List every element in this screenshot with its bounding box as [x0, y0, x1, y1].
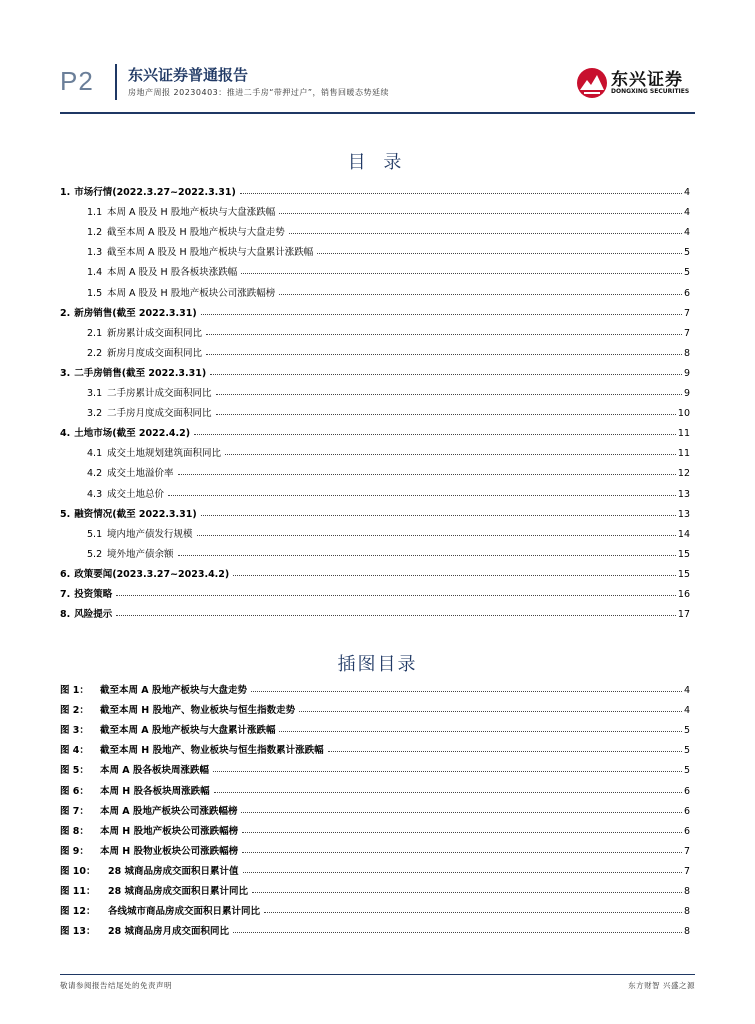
dot-leader	[289, 233, 682, 234]
dot-leader	[206, 354, 682, 355]
entry-text: 融资情况(截至 2022.3.31)	[74, 508, 197, 520]
figure-entry[interactable]	[60, 857, 690, 877]
entry-label	[60, 823, 240, 837]
entry-text: 本周 A 股及 H 股地产板块公司涨跌幅榜	[107, 287, 276, 299]
entry-page: 5	[683, 725, 690, 737]
dot-leader	[241, 812, 681, 813]
entry-label	[87, 244, 315, 258]
entry-number: 2.	[60, 307, 71, 319]
figure-entry[interactable]	[60, 776, 690, 796]
dot-leader	[328, 751, 682, 752]
dot-leader	[240, 193, 682, 194]
dot-leader	[178, 474, 676, 475]
toc-entry[interactable]	[60, 299, 690, 319]
entry-label	[60, 566, 231, 580]
entry-text: 成交土地溢价率	[107, 468, 174, 480]
entry-label	[87, 546, 176, 560]
entry-number: 图 3：	[60, 725, 89, 737]
dot-leader	[116, 595, 676, 596]
figure-entry[interactable]	[60, 736, 690, 756]
dot-leader	[317, 253, 682, 254]
entry-page: 8	[683, 906, 690, 918]
entry-page: 6	[683, 785, 690, 797]
entry-label	[87, 445, 223, 459]
entry-text: 政策要闻(2023.3.27~2023.4.2)	[74, 568, 230, 580]
entry-number: 图 6：	[60, 785, 89, 797]
logo-emblem-icon	[575, 66, 609, 100]
entry-page: 12	[677, 468, 690, 480]
dot-leader	[168, 495, 676, 496]
entry-text: 截至本周 A 股地产板块与大盘走势	[100, 685, 247, 697]
dot-leader	[116, 615, 676, 616]
dot-leader	[210, 374, 682, 375]
entry-label	[87, 325, 204, 339]
entry-number: 4.2	[87, 468, 103, 480]
toc-entry[interactable]	[60, 379, 690, 399]
entry-label	[60, 883, 250, 897]
entry-label	[60, 803, 239, 817]
entry-text: 截至本周 H 股地产、物业板块与恒生指数累计涨跌幅	[100, 745, 324, 757]
entry-page: 8	[683, 926, 690, 938]
figure-entry[interactable]	[60, 756, 690, 776]
entry-page: 14	[677, 528, 690, 540]
entry-text: 28 城商品房成交面积日累计同比	[108, 886, 249, 898]
company-logo	[575, 66, 695, 100]
entry-text: 二手房累计成交面积同比	[107, 388, 212, 400]
dot-leader	[242, 852, 682, 853]
footer-disclaimer: 敬请参阅报告结尾处的免责声明	[60, 981, 172, 990]
dot-leader	[201, 314, 682, 315]
entry-text: 截至本周 A 股及 H 股地产板块与大盘走势	[107, 227, 285, 239]
entry-number: 7.	[60, 588, 71, 600]
figure-entry[interactable]	[60, 837, 690, 857]
dot-leader	[279, 731, 681, 732]
toc-entry[interactable]	[60, 560, 690, 580]
entry-label	[60, 606, 114, 620]
entry-page: 4	[683, 685, 690, 697]
dot-leader	[206, 334, 682, 335]
dot-leader	[225, 454, 676, 455]
dot-leader	[252, 892, 682, 893]
entry-number: 图 12：	[60, 906, 96, 918]
entry-page: 8	[683, 347, 690, 359]
entry-page: 6	[683, 805, 690, 817]
dot-leader	[214, 792, 682, 793]
entry-label	[87, 526, 195, 540]
entry-text: 成交土地规划建筑面积同比	[107, 448, 222, 460]
entry-label	[60, 682, 249, 696]
entry-number: 图 13：	[60, 926, 96, 938]
entry-page: 17	[677, 609, 690, 621]
entry-page: 4	[683, 207, 690, 219]
toc-entry[interactable]	[60, 238, 690, 258]
toc-entry[interactable]	[60, 600, 690, 620]
entry-text: 土地市场(截至 2022.4.2)	[74, 428, 191, 440]
figure-entry[interactable]	[60, 897, 690, 917]
toc-entry[interactable]	[60, 520, 690, 540]
entry-text: 28 城商品房月成交面积同比	[108, 926, 230, 938]
entry-number: 8.	[60, 609, 71, 621]
dot-leader	[216, 414, 676, 415]
entry-number: 1.3	[87, 247, 103, 259]
entry-number: 2.2	[87, 347, 103, 359]
entry-page: 5	[683, 745, 690, 757]
entry-text: 各线城市商品房成交面积日累计同比	[108, 906, 261, 918]
entry-page: 16	[677, 588, 690, 600]
entry-label	[60, 365, 208, 379]
entry-text: 截至本周 A 股及 H 股地产板块与大盘累计涨跌幅	[107, 247, 314, 259]
toc-entry[interactable]	[60, 500, 690, 520]
entry-text: 新房销售(截至 2022.3.31)	[74, 307, 197, 319]
toc-title: 目 录	[347, 152, 408, 173]
entry-page: 7	[683, 327, 690, 339]
footer-slogan: 东方财智 兴盛之源	[628, 981, 695, 990]
entry-text: 本周 H 股物业板块公司涨跌幅榜	[100, 845, 239, 857]
figure-list-title: 插图目录	[337, 654, 418, 675]
entry-page: 5	[683, 765, 690, 777]
entry-page: 13	[677, 488, 690, 500]
dot-leader	[213, 771, 682, 772]
entry-number: 图 2：	[60, 705, 89, 717]
entry-label	[60, 843, 240, 857]
toc-entry[interactable]	[60, 218, 690, 238]
entry-text: 本周 A 股地产板块公司涨跌幅榜	[100, 805, 238, 817]
entry-text: 境外地产债余额	[107, 548, 174, 560]
entry-number: 图 11：	[60, 886, 96, 898]
toc-entry[interactable]	[60, 339, 690, 359]
page-header	[60, 60, 695, 110]
entry-label	[60, 742, 326, 756]
entry-page: 5	[683, 267, 690, 279]
entry-number: 图 10：	[60, 865, 96, 877]
entry-page: 11	[677, 428, 690, 440]
entry-label	[87, 224, 287, 238]
entry-number: 图 9：	[60, 845, 89, 857]
entry-label	[60, 506, 199, 520]
entry-page: 6	[683, 825, 690, 837]
toc-entry[interactable]	[60, 479, 690, 499]
entry-label	[60, 762, 211, 776]
entry-label	[87, 486, 166, 500]
entry-text: 成交土地总价	[107, 488, 165, 500]
entry-label	[87, 465, 176, 479]
entry-page: 15	[677, 568, 690, 580]
entry-label	[87, 345, 204, 359]
entry-page: 15	[677, 548, 690, 560]
entry-number: 5.1	[87, 528, 103, 540]
entry-label	[60, 305, 199, 319]
dot-leader	[299, 711, 682, 712]
entry-label	[60, 702, 297, 716]
entry-label	[87, 264, 239, 278]
footer-rule	[60, 974, 695, 975]
entry-number: 图 8：	[60, 825, 89, 837]
entry-page: 7	[683, 845, 690, 857]
entry-number: 4.1	[87, 448, 103, 460]
entry-number: 3.2	[87, 408, 103, 420]
entry-text: 新房累计成交面积同比	[107, 327, 203, 339]
toc-entry[interactable]	[60, 540, 690, 560]
entry-label	[87, 385, 214, 399]
entry-text: 本周 H 股地产板块公司涨跌幅榜	[100, 825, 239, 837]
toc-entry[interactable]	[60, 319, 690, 339]
dot-leader	[279, 294, 682, 295]
dot-leader	[264, 912, 682, 913]
toc-entry[interactable]	[60, 580, 690, 600]
dot-leader	[241, 273, 682, 274]
toc-entry[interactable]	[60, 359, 690, 379]
figure-entry[interactable]	[60, 676, 690, 696]
entry-number: 6.	[60, 568, 71, 580]
header-divider	[115, 64, 117, 100]
entry-page: 4	[683, 705, 690, 717]
entry-label	[60, 923, 231, 937]
dot-leader	[178, 555, 676, 556]
dot-leader	[279, 213, 682, 214]
entry-number: 1.4	[87, 267, 103, 279]
entry-page: 11	[677, 448, 690, 460]
figure-entry[interactable]	[60, 716, 690, 736]
entry-text: 风险提示	[74, 609, 113, 621]
figure-entry[interactable]	[60, 917, 690, 937]
entry-page: 7	[683, 307, 690, 319]
figure-entry[interactable]	[60, 696, 690, 716]
toc-entry[interactable]	[60, 278, 690, 298]
entry-text: 本周 A 股各板块周涨跌幅	[100, 765, 209, 777]
dot-leader	[233, 932, 682, 933]
entry-page: 9	[683, 388, 690, 400]
entry-number: 2.1	[87, 327, 103, 339]
entry-label	[87, 204, 277, 218]
header-rule	[60, 112, 695, 114]
toc-entry[interactable]	[60, 178, 690, 198]
toc-entry[interactable]	[60, 258, 690, 278]
dot-leader	[251, 691, 682, 692]
toc-entry[interactable]	[60, 439, 690, 459]
entry-number: 3.1	[87, 388, 103, 400]
entry-text: 28 城商品房成交面积日累计值	[108, 865, 239, 877]
entry-number: 1.1	[87, 207, 103, 219]
entry-number: 图 1：	[60, 685, 89, 697]
entry-text: 截至本周 A 股地产板块与大盘累计涨跌幅	[100, 725, 276, 737]
entry-page: 10	[677, 408, 690, 420]
entry-label	[60, 722, 277, 736]
entry-number: 5.	[60, 508, 71, 520]
entry-number: 图 7：	[60, 805, 89, 817]
entry-number: 图 5：	[60, 765, 89, 777]
entry-text: 新房月度成交面积同比	[107, 347, 203, 359]
dot-leader	[201, 515, 676, 516]
logo-text-en: DONGXING SECURITIES	[611, 88, 690, 95]
dot-leader	[243, 872, 682, 873]
entry-page: 9	[683, 367, 690, 379]
entry-label	[87, 285, 277, 299]
entry-page: 8	[683, 886, 690, 898]
entry-number: 3.	[60, 367, 71, 379]
entry-page: 4	[683, 227, 690, 239]
toc-list	[60, 178, 690, 620]
figure-entry[interactable]	[60, 797, 690, 817]
entry-label	[60, 903, 262, 917]
entry-number: 图 4：	[60, 745, 89, 757]
toc-entry[interactable]	[60, 399, 690, 419]
entry-number: 4.3	[87, 488, 103, 500]
entry-text: 本周 H 股各板块周涨跌幅	[100, 785, 210, 797]
entry-number: 1.2	[87, 227, 103, 239]
entry-page: 7	[683, 865, 690, 877]
entry-label	[60, 184, 238, 198]
entry-text: 市场行情(2022.3.27~2022.3.31)	[74, 187, 236, 199]
figure-list	[60, 676, 690, 937]
entry-label	[60, 586, 114, 600]
entry-text: 本周 A 股及 H 股各板块涨跌幅	[107, 267, 238, 279]
entry-text: 二手房月度成交面积同比	[107, 408, 212, 420]
entry-label	[60, 425, 192, 439]
dot-leader	[197, 535, 676, 536]
dot-leader	[242, 832, 682, 833]
toc-entry[interactable]	[60, 419, 690, 439]
dot-leader	[233, 575, 676, 576]
entry-label	[87, 405, 214, 419]
entry-page: 6	[683, 287, 690, 299]
dot-leader	[216, 394, 682, 395]
toc-entry[interactable]	[60, 198, 690, 218]
entry-text: 投资策略	[74, 588, 113, 600]
entry-page: 5	[683, 247, 690, 259]
entry-label	[60, 783, 212, 797]
figure-entry[interactable]	[60, 877, 690, 897]
toc-entry[interactable]	[60, 459, 690, 479]
report-type: 东兴证券普通报告	[128, 66, 249, 84]
entry-label	[60, 863, 241, 877]
report-subtitle: 房地产周报 20230403：推进二手房“带押过户”，销售回暖态势延续	[128, 88, 390, 97]
entry-number: 1.	[60, 187, 71, 199]
entry-page: 13	[677, 508, 690, 520]
entry-text: 本周 A 股及 H 股地产板块与大盘涨跌幅	[107, 207, 276, 219]
entry-text: 境内地产债发行规模	[107, 528, 193, 540]
entry-number: 5.2	[87, 548, 103, 560]
logo-text-cn: 东兴证券	[611, 70, 683, 90]
entry-page: 4	[683, 187, 690, 199]
page-number: P2	[60, 66, 94, 96]
entry-number: 1.5	[87, 287, 103, 299]
entry-text: 截至本周 H 股地产、物业板块与恒生指数走势	[100, 705, 296, 717]
dot-leader	[194, 434, 676, 435]
entry-number: 4.	[60, 428, 71, 440]
entry-text: 二手房销售(截至 2022.3.31)	[74, 367, 207, 379]
figure-entry[interactable]	[60, 817, 690, 837]
